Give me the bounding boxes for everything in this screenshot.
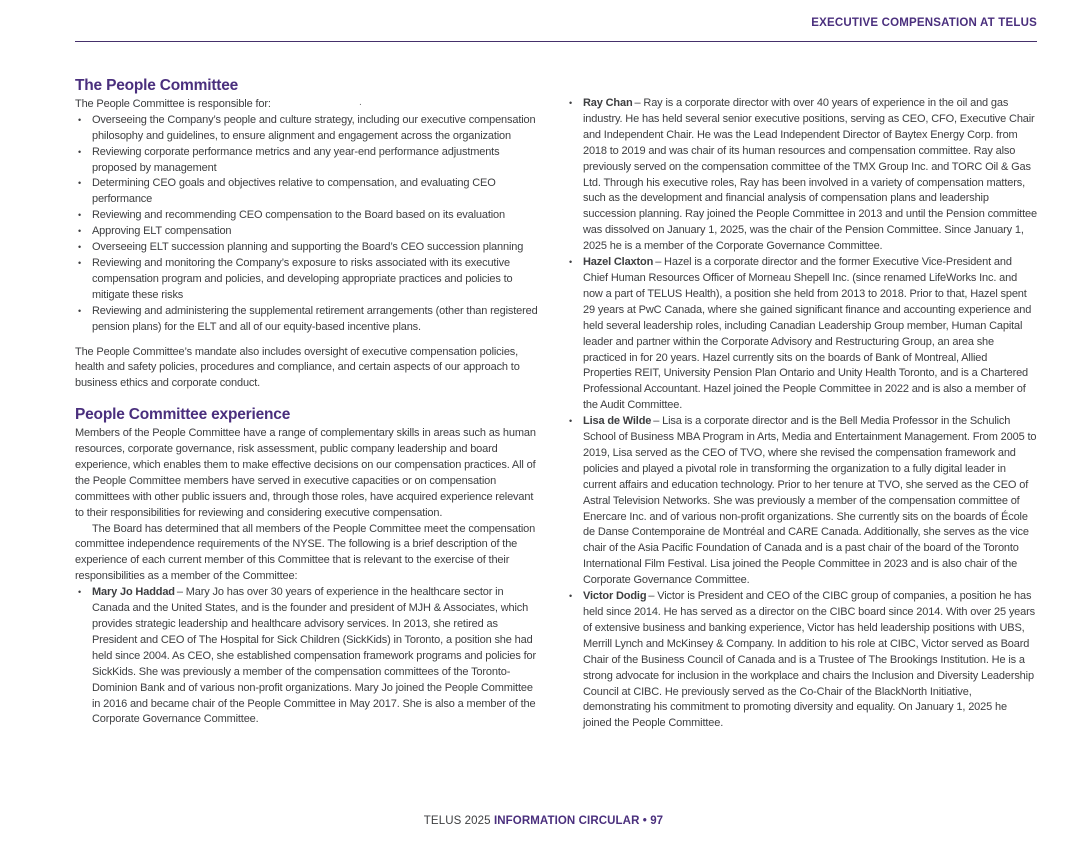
list-item — [75, 304, 541, 336]
member-bio: – Ray is a corporate director with over 40 years of experience in the oil and gas industry. He has held several senior executive positions, serving as CEO, CFO, Executive Chair and Independent Chair. He was the Lead Independent Director of Baytex Energy Corp. from 2018 to 2019 and was chair of its human resources and compensation committee. Ray also previously served on the compensation committee of the TMX Group Inc. and TORC Oil & Gas Ltd. Through his executive roles, Ray has been involved in a variety of compensation matters, such as the development and financial analysis of compensation plans and leadership succession planning. Ray joined the People Committee in 2013 and until the Pension committee was dissolved on January 1, 2025, was the chair of the Pension Committee. Since January 1, 2025 he is a member of the Corporate Governance Committee. — [583, 97, 1037, 253]
list-item — [75, 256, 541, 304]
member-bio: – Victor is President and CEO of the CIBC group of companies, a position he has held since 2014. He has served as a director on the CIBC board since 2014. With over 25 years of extensive business and banking experience, Victor has held leadership positions with UBS, Merrill Lynch and McKinsey & Company. In addition to his role at CIBC, Victor served as Board Chair of the Business Council of Canada and is a Trustee of The Brookings Institution. He is a strong advocate for inclusion in the workplace and chairs the Inclusion and Diversity Leadership Council at CIBC. He previously served as the Co-Chair of the BlackNorth Initiative, demonstrating his commitment to promoting diversity and equality. On January 1, 2025 he joined the People Committee. — [583, 590, 1035, 730]
member-list-left — [75, 585, 541, 728]
left-column — [75, 78, 541, 732]
list-item-text: Reviewing and administering the supplemental retirement arrangements (other than registered pension plans) for the ELT and all of our equity-based incentive plans. — [92, 304, 538, 333]
list-item-text: Approving ELT compensation — [92, 225, 232, 238]
experience-paragraph-1: Members of the People Committee have a range of complementary skills in areas such as human resources, corporate governance, risk assessment, public company leadership and board experience, which enables them to make effective decisions on our compensation practices. All of the People Committee members have served in executive capacities or on compensation committees with other public issuers and, through those roles, have acquired experience relevant to their responsibilities for reviewing and considering executive compensation. — [75, 427, 536, 519]
intro-line — [75, 97, 541, 113]
member-item-lisa-de-wilde — [566, 414, 1038, 589]
list-item-text: Reviewing and monitoring the Company’s exposure to risks associated with its executive compensation program and policies, and developing appropriate practices and policies to mitigate these risks — [92, 256, 513, 301]
list-item — [75, 208, 541, 224]
mandate-paragraph: The People Committee’s mandate also includes oversight of executive compensation policies, health and safety policies, procedures and compliance, and certain aspects of our approach to business ethics and corporate conduct. — [75, 345, 520, 390]
member-bio: – Lisa is a corporate director and is the Bell Media Professor in the Schulich School of Business MBA Program in Arts, Media and Entertainment Management. From 2005 to 2019, Lisa served as the CEO of TVO, where she revised the compensation framework and policies and played a pivotal role in transforming the organization to a fully digital leader in current affairs and education technology. Prior to her tenure at TVO, she served as the CEO of Astral Television Networks. She was previously a member of the compensation committee of Enercare Inc. and of various non-profit organizations. She currently sits on the boards of École de Danse Contemporaine de Montréal and CARE Canada. Additionally, she serves as the vice chair of the Asia Pacific Foundation of Canada and is a past chair of the board of the Toronto International Film Festival. Lisa joined the People Committee in 2023 and is also chair of the Corporate Governance Committee. — [583, 415, 1037, 587]
member-bio: – Mary Jo has over 30 years of experience in the healthcare sector in Canada and the United States, and is the founder and president of MJH & Associates, which provides strategic leadership and healthcare advisory services. In 2013, she retired as President and CEO of The Hospital for Sick Children (SickKids) in Toronto, a position she had held since 2004. As CEO, she established compensation framework programs and policies for SickKids. She was previously a member of the compensation committees of the Toronto-Dominion Bank and of various non-profit organizations. Mary Jo joined the People Committee in 2016 and became chair of the People Committee in May 2017. She is also a member of the Corporate Governance Committee. — [92, 586, 536, 726]
member-name: Ray Chan — [583, 97, 633, 109]
list-item — [75, 240, 541, 256]
section-heading-people-committee: The People Committee — [75, 77, 239, 94]
member-item-mary-jo-haddad — [75, 585, 541, 728]
member-name: Mary Jo Haddad — [92, 586, 175, 599]
list-item — [75, 224, 541, 240]
list-item — [75, 145, 541, 177]
member-bio: – Hazel is a corporate director and the former Executive Vice-President and Chief Human Resources Officer of Morneau Shepell Inc. (since renamed LifeWorks Inc. and now a part of TELUS Health), a position she held from 2013 to 2018. Prior to that, Hazel spent 29 years at PwC Canada, where she gained significant finance and accounting experience and held several leadership roles, including Canadian Leadership Group member, Human Capital leader and partner within the Corporate Advisory and Restructuring Group, an area she practiced in for 20 years. Hazel currently sits on the boards of Bank of Montreal, Allied Properties REIT, University Pension Plan Ontario and Unity Health Toronto, and is a Chartered Professional Accountant. Hazel joined the People Committee in 2022 and is also a member of the Audit Committee. — [583, 256, 1032, 412]
running-header-title: EXECUTIVE COMPENSATION AT TELUS — [811, 17, 1037, 29]
section-heading-committee-experience: People Committee experience — [75, 406, 291, 424]
list-item — [75, 176, 541, 208]
list-item-text: Determining CEO goals and objectives relative to compensation, and evaluating CEO performance — [92, 177, 496, 206]
experience-paragraph-2: The Board has determined that all members of the People Committee meet the compensation committee independence requirements of the NYSE. The following is a brief description of the experience of each current member of this Committee that is relevant to the exercise of their responsibilities as a member of the Committee: — [75, 522, 536, 583]
page-footer — [0, 815, 1087, 827]
responsibilities-list — [75, 113, 541, 336]
member-item-ray-chan — [566, 96, 1038, 255]
two-column-body — [75, 78, 1037, 732]
footer-circular-name: TELUS 2025 — [423, 815, 491, 827]
list-item-text: Overseeing ELT succession planning and supporting the Board’s CEO succession planning — [92, 241, 524, 254]
list-item — [75, 113, 541, 145]
member-name: Lisa de Wilde — [583, 415, 652, 428]
member-name: Victor Dodig — [583, 590, 647, 603]
member-item-victor-dodig — [566, 589, 1038, 732]
header-rule — [75, 41, 1037, 42]
running-header — [75, 17, 1037, 29]
member-item-hazel-claxton — [566, 255, 1038, 414]
stray-dot-artifact: · — [358, 98, 362, 110]
footer-page-number: INFORMATION CIRCULAR • 97 — [493, 815, 664, 827]
list-item-text: Overseeing the Company’s people and culture strategy, including our executive compensation philosophy and guidelines, to ensure alignment and engagement across the organization — [92, 113, 536, 142]
list-item-text: Reviewing and recommending CEO compensation to the Board based on its evaluation — [92, 209, 505, 222]
intro-text: The People Committee is responsible for: — [75, 97, 271, 110]
list-item-text: Reviewing corporate performance metrics and any year-end performance adjustments proposed by management — [92, 145, 500, 174]
right-column — [566, 96, 1038, 732]
member-name: Hazel Claxton — [583, 256, 654, 269]
member-list-right — [566, 96, 1038, 732]
